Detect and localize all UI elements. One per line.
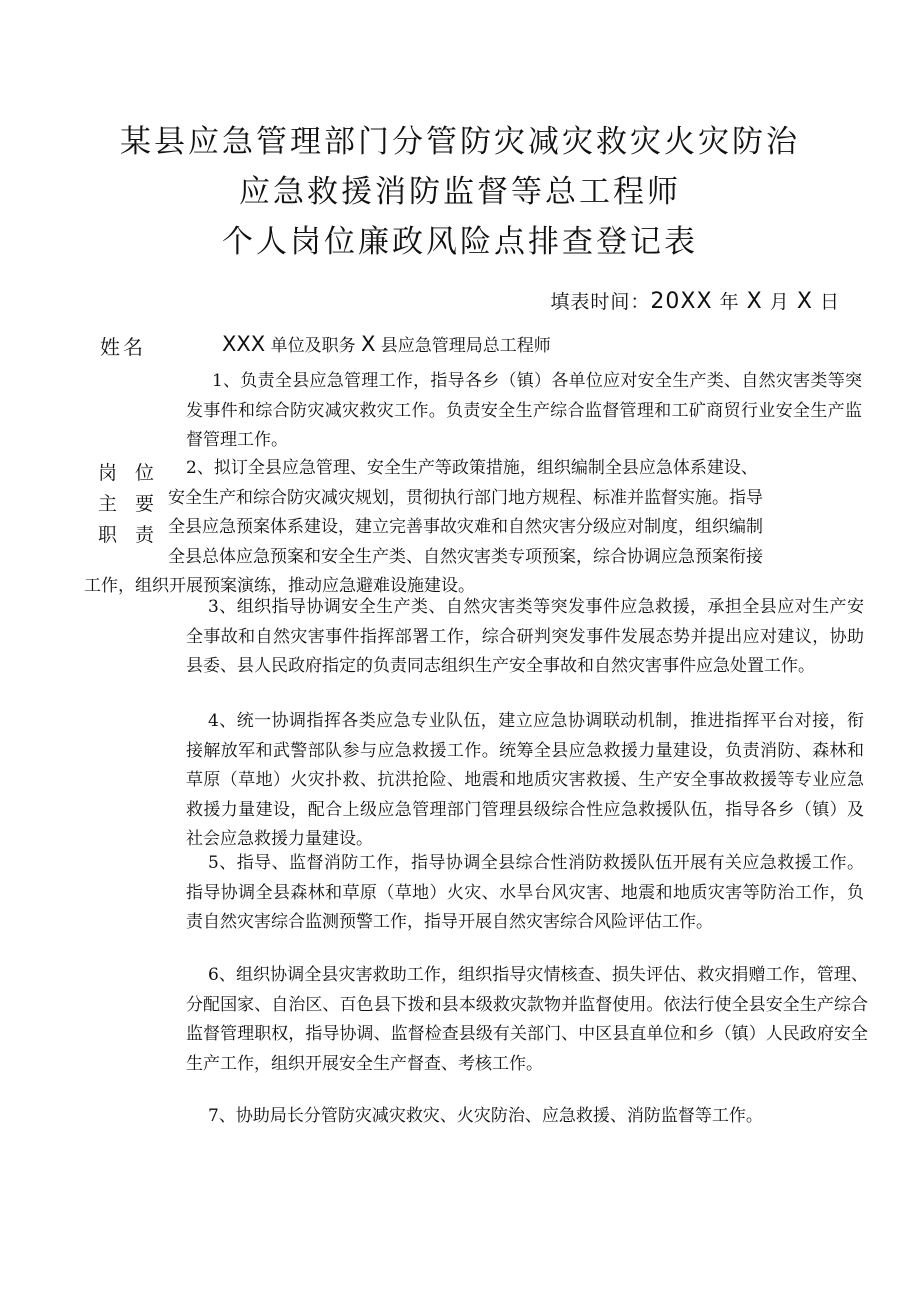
fill-date-year-unit: 年 [719,291,740,313]
duty-paragraph-3: 3、组织指导协调安全生产类、自然灾害类等突发事件应急救援，承担全县应对生产安全事故和自然灾害事件指挥部署工作，综合研判突发事件发展态势并提出应对建议，协助县委、县人民政府指定的负责同志组织生产安全事故和自然灾害事件应急处置工作。 [186,597,864,676]
name-value: XXX [222,332,266,356]
unit-value: 县应急管理局总工程师 [380,336,551,356]
duty-paragraph-2-line-3: 全县应急预案体系建设，建立完善事故灾难和自然灾害分级应对制度，组织编制 [168,517,763,537]
duty-label-line-1: 岗位 [98,462,154,484]
fill-date-month-unit: 月 [769,291,790,313]
unit-prefix: X [360,332,376,356]
name-unit-row [222,329,551,361]
duty-paragraph-6: 6、组织协调全县灾害救助工作，组织指导灾情核查、损失评估、救灾捐赠工作，管理、分配国家、自治区、百色县下拨和县本级救灾款物并监督使用。依法行使全县安全生产综合监督管理职权，指导协调、监督检查县级有关部门、中区县直单位和乡（镇）人民政府安全生产工作，组织开展安全生产督查、考核工作。 [186,965,868,1074]
duty-paragraph-2 [84,454,874,602]
fill-date-month: X [746,289,763,314]
fill-date-year: 20XX [650,289,713,314]
duty-paragraph-2-line-5: 工作，组织开展预案演练，推动应急避难设施建设。 [84,576,475,596]
duty-paragraph-2-line-1: 2、拟订全县应急管理、安全生产等政策措施，组织编制全县应急体系建设、 [186,458,758,478]
fill-date [550,288,840,316]
duty-paragraph-2-line-2: 安全生产和综合防灾减灾规划，贯彻执行部门地方规程、标准并监督实施。指导 [168,487,763,508]
fill-date-day: X [796,289,813,314]
duty-paragraph-1: 1、负责全县应急管理工作，指导各乡（镇）各单位应对安全生产类、自然灾害类等突发事件和综合防灾减灾救灾工作。负责安全生产综合监督管理和工矿商贸行业安全生产监督管理工作。 [186,371,862,450]
unit-label: 单位及职务 [270,336,356,356]
title-line-1: 某县应急管理部门分管防灾减灾救灾火灾防治 [120,124,800,160]
title-line-3: 个人岗位廉政风险点排查登记表 [222,224,698,260]
fill-date-day-unit: 日 [819,291,840,313]
fill-date-label: 填表时间： [550,291,651,313]
duty-paragraph-7: 7、协助局长分管防灾减灾救灾、火灾防治、应急救援、消防监督等工作。 [208,1106,763,1126]
duty-paragraph-4: 4、统一协调指挥各类应急专业队伍，建立应急协调联动机制，推进指挥平台对接，衔接解放军和武警部队参与应急救援工作。统筹全县应急救援力量建设，负责消防、森林和草原（草地）火灾扑救、抗洪抢险、地震和地质灾害救援、生产安全事故救援等专业应急救援力量建设，配合上级应急管理部门管理县级综合性应急救援队伍，指导各乡（镇）及社会应急救援力量建设。 [186,711,864,849]
duty-label-line-3: 职责 [98,524,154,546]
duty-paragraph-5: 5、指导、监督消防工作，指导协调全县综合性消防救援队伍开展有关应急救援工作。指导协调全县森林和草原（草地）火灾、水旱台风灾害、地震和地质灾害等防治工作，负责自然灾害综合监测预警工作，指导开展自然灾害综合风险评估工作。 [186,853,864,932]
duty-paragraph-2-line-4: 全县总体应急预案和安全生产类、自然灾害类专项预案，综合协调应急预案衔接 [168,546,763,567]
title-line-2: 应急救援消防监督等总工程师 [239,174,681,210]
duty-label-line-2: 主要 [98,493,154,515]
name-label: 姓名 [100,335,146,359]
